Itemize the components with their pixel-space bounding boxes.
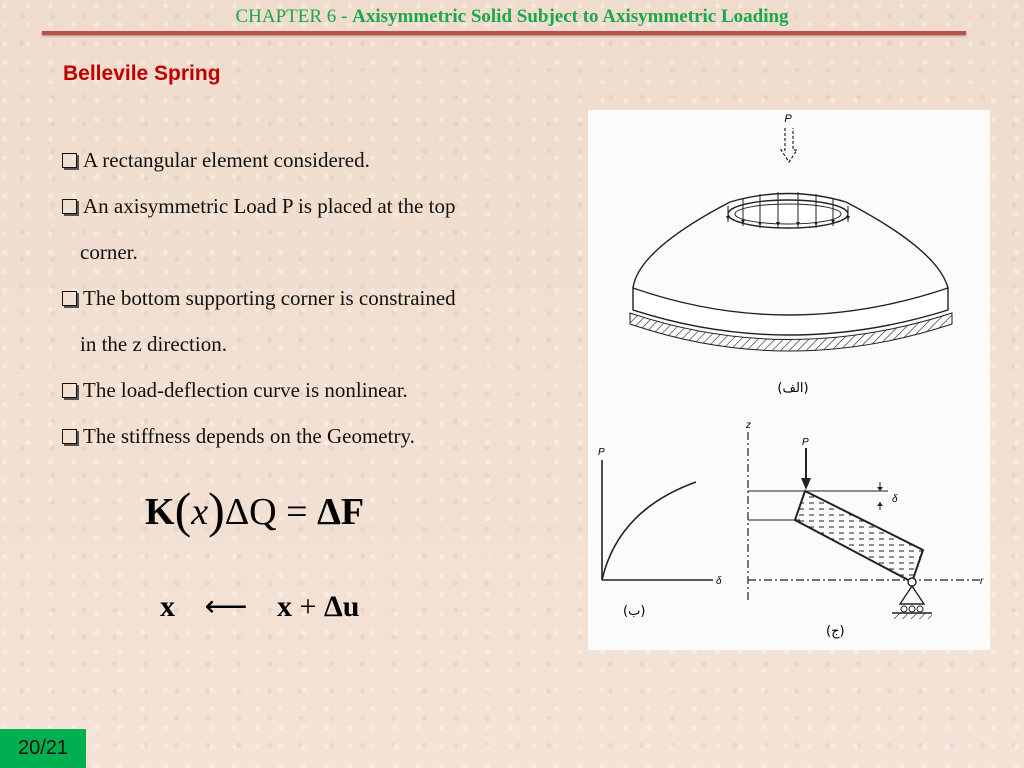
bullet-item xyxy=(62,413,562,459)
chapter-title xyxy=(0,6,1024,28)
checkbox-bullet-icon xyxy=(62,291,77,306)
figure-drawing xyxy=(588,110,990,650)
checkbox-bullet-icon xyxy=(62,429,77,444)
load-arrow-icon xyxy=(781,128,797,162)
bullet-item xyxy=(62,183,562,229)
update-equation xyxy=(160,589,359,624)
title-divider xyxy=(42,31,966,35)
eq-left-paren: ( xyxy=(174,482,192,538)
bellevile-figure xyxy=(588,110,990,650)
load-deflection-plot xyxy=(598,447,722,619)
eq-equals: = xyxy=(276,491,318,533)
bullet-item xyxy=(62,275,562,321)
eq-right-paren: ) xyxy=(208,482,225,538)
upd-x-left: x xyxy=(160,590,175,623)
stiffness-equation xyxy=(145,478,364,536)
eq-x-symbol: x xyxy=(191,491,209,533)
eq-delta-q: ΔQ xyxy=(224,491,277,533)
z-axis-label: z xyxy=(746,420,751,431)
plot-y-label: P xyxy=(598,447,605,458)
checkbox-bullet-icon xyxy=(62,199,77,214)
bullet-text: The load-deflection curve is nonlinear. xyxy=(83,378,408,402)
page-number: 20/21 xyxy=(0,729,86,768)
bullet-text: in the z direction. xyxy=(80,332,227,356)
upd-plus: + xyxy=(292,590,324,623)
eq-stiffness-symbol: K xyxy=(145,491,175,533)
delta-label: δ xyxy=(892,494,898,505)
r-axis-label: r xyxy=(980,576,984,587)
bullet-list xyxy=(62,137,562,459)
slide-heading: Bellevile Spring xyxy=(63,62,221,85)
plot-x-label: δ xyxy=(716,576,722,587)
upd-arrow-icon: ⟵ xyxy=(204,590,248,623)
upd-delta-u: Δu xyxy=(323,590,360,623)
eq-delta-f: ΔF xyxy=(317,491,365,533)
bullet-item xyxy=(62,137,562,183)
bullet-text: An axisymmetric Load P is placed at the top xyxy=(83,194,456,218)
bullet-text: The stiffness depends on the Geometry. xyxy=(83,424,415,448)
bullet-item-continuation xyxy=(62,229,562,275)
caption-a: (الف) xyxy=(777,381,809,396)
load-label-2: P xyxy=(802,437,809,448)
bullet-item xyxy=(62,367,562,413)
bullet-text: A rectangular element considered. xyxy=(83,148,370,172)
rectangular-element xyxy=(795,491,923,582)
load-label: P xyxy=(784,113,792,125)
checkbox-bullet-icon xyxy=(62,153,77,168)
spring-perspective xyxy=(630,113,952,396)
support-triangle-icon xyxy=(900,586,924,604)
upd-x-right: x xyxy=(277,590,293,623)
bullet-text: corner. xyxy=(80,240,138,264)
chapter-topic: Axisymmetric Solid Subject to Axisymmetric Loading xyxy=(352,6,789,27)
point-load-arrow-icon xyxy=(801,478,811,490)
caption-c: (ج) xyxy=(826,624,845,639)
bullet-item-continuation xyxy=(62,321,562,367)
element-cross-section xyxy=(745,420,984,639)
caption-b: (ب) xyxy=(623,604,646,619)
checkbox-bullet-icon xyxy=(62,383,77,398)
bullet-text: The bottom supporting corner is constrained xyxy=(83,286,456,310)
nonlinear-curve xyxy=(602,482,696,580)
chapter-number: CHAPTER 6 - xyxy=(235,6,353,27)
